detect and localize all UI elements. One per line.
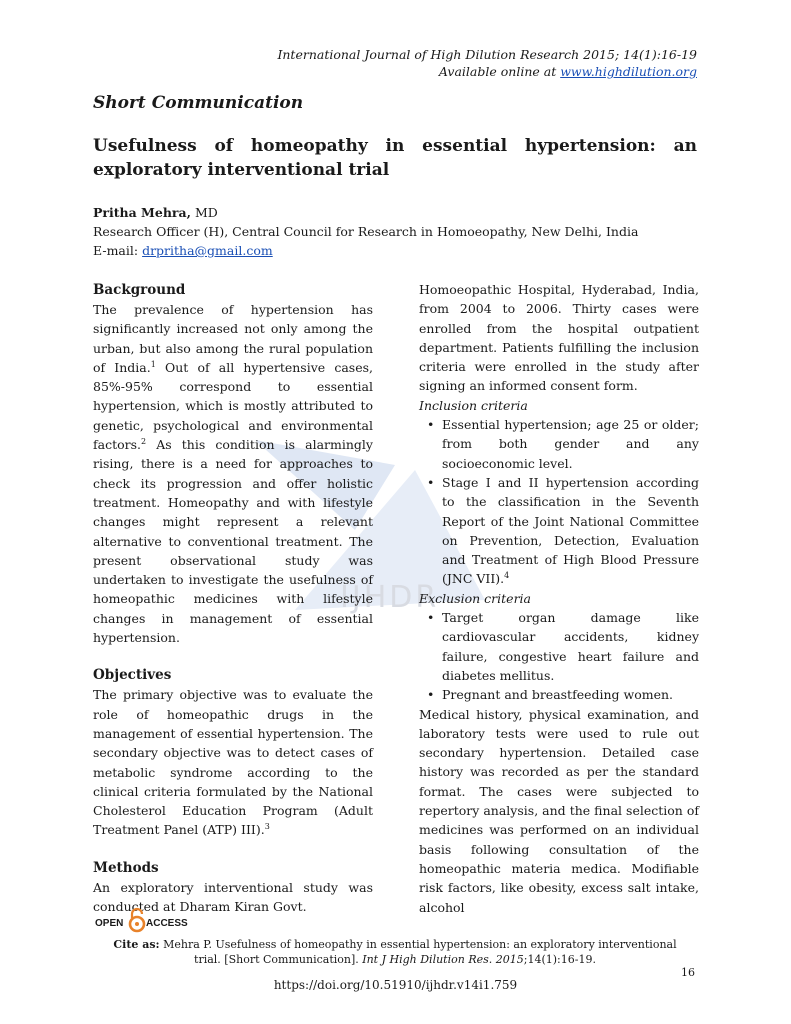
- list-item: • Target organ damage like cardiovascular accidents, kidney failure, congestive heart failure and diabetes mellitus.: [442, 608, 699, 685]
- open-access-left-text: OPEN: [95, 918, 124, 929]
- methods-paragraph: An exploratory interventional study was conducted at Dharam Kiran Govt.: [93, 879, 373, 915]
- author-name: Pritha Mehra,: [93, 205, 191, 220]
- exclusion-list: [419, 608, 699, 704]
- author-degree: MD: [190, 205, 218, 220]
- cite-journal: Int J High Dilution Res. 2015: [362, 953, 524, 966]
- article-type: Short Communication: [93, 93, 304, 113]
- journal-header: [277, 46, 697, 80]
- background-heading: Background: [93, 282, 186, 298]
- inclusion-list: [419, 415, 699, 589]
- procedure-paragraph: Medical history, physical examination, and laboratory tests were used to rule out secondary hypertension. Detailed case history was recorded as per the standard format. The cases were subjected to repertory analysis, and the final selection of medicines was performed on an individual basis following consultation of the homeopathic materia medica. Modifiable risk factors, like obesity, excess salt intake, alcohol: [419, 706, 699, 915]
- cite-label: Cite as:: [113, 938, 160, 951]
- article-title: Usefulness of homeopathy in essential hypertension: an exploratory interventional trial: [93, 136, 697, 180]
- page-number: 16: [681, 966, 695, 979]
- reference-4: 4: [504, 571, 510, 581]
- cite-tail: ;14(1):16-19.: [523, 953, 596, 966]
- author-affiliation: Research Officer (H), Central Council for Research in Homoeopathy, New Delhi, India: [93, 224, 639, 239]
- objectives-heading: Objectives: [93, 667, 172, 684]
- author-email-line: [93, 241, 693, 260]
- journal-citation: International Journal of High Dilution Research 2015; 14(1):16-19: [277, 47, 697, 62]
- methods-continued-paragraph: Homoeopathic Hospital, Hyderabad, India, from 2004 to 2006. Thirty cases were enrolled from the hospital outpatient department. Patients fulfilling the inclusion criteria were enrolled in the study after signing an informed consent form.: [419, 282, 699, 394]
- author-email-link[interactable]: drpritha@gmail.com: [142, 243, 273, 258]
- list-item: • Essential hypertension; age 25 or older; from both gender and any socioeconomic level.: [442, 415, 699, 473]
- watermark-text: IJHDR: [340, 580, 440, 615]
- inclusion-heading: Inclusion criteria: [419, 397, 528, 413]
- right-column: [419, 280, 699, 917]
- availability-line: [277, 63, 697, 80]
- exclusion-heading: Exclusion criteria: [419, 590, 532, 606]
- reference-1: 1: [150, 359, 156, 369]
- author-line: [93, 203, 693, 222]
- background-text-part-1: The prevalence of hypertension has significantly increased not only among the urban, but also among the rural population of India.: [93, 302, 373, 375]
- list-item: • Pregnant and breastfeeding women.: [442, 685, 699, 704]
- background-text-part-3: As this condition is alarmingly rising, there is a need for approaches to check its progression and offer holistic treatment. Homeopathy and with lifestyle changes might represent a relevant alternative to conventional treatment. The present observational study was undertaken to investigate the usefulness of homeopathic medicines with lifestyle changes in management of essential hypertension.: [93, 437, 373, 646]
- author-block: [93, 203, 693, 260]
- email-label: E-mail:: [93, 243, 143, 258]
- background-paragraph: [93, 300, 373, 647]
- left-column: [93, 280, 373, 916]
- inclusion-item-text: Stage I and II hypertension according to the classification in the Seventh Report of the Joint National Committee on Prevention, Detection, Evaluation and Treatment of High Blood Pressure (JNC VII).: [442, 474, 699, 587]
- list-item: [442, 473, 699, 589]
- journal-website-link[interactable]: www.highdilution.org: [560, 64, 697, 79]
- reference-3: 3: [264, 822, 270, 832]
- open-lock-icon: [130, 909, 144, 931]
- open-access-right-text: ACCESS: [146, 918, 188, 929]
- objectives-text: The primary objective was to evaluate the role of homeopathic drugs in the management of essential hypertension. The secondary objective was to detect cases of metabolic syndrome according to the clinical criteria formulated by the National Cholesterol Education Program (Adult Treatment Panel (ATP) III).: [93, 687, 373, 838]
- cite-text: Mehra P. Usefulness of homeopathy in essential hypertension: an exploratory interventional trial. [Short Communication].: [159, 938, 677, 966]
- objectives-paragraph: [93, 685, 373, 839]
- doi-link[interactable]: https://doi.org/10.51910/ijhdr.v14i1.759: [273, 978, 518, 992]
- reference-2: 2: [141, 436, 147, 446]
- open-access-logo: [95, 905, 195, 935]
- citation-block: [100, 937, 690, 967]
- methods-heading: Methods: [93, 859, 159, 876]
- background-text-part-2: Out of all hypertensive cases, 85%-95% correspond to essential hypertension, which is mostly attributed to genetic, psychological and environmental factors.: [93, 359, 373, 453]
- available-prefix: Available online at: [438, 64, 561, 79]
